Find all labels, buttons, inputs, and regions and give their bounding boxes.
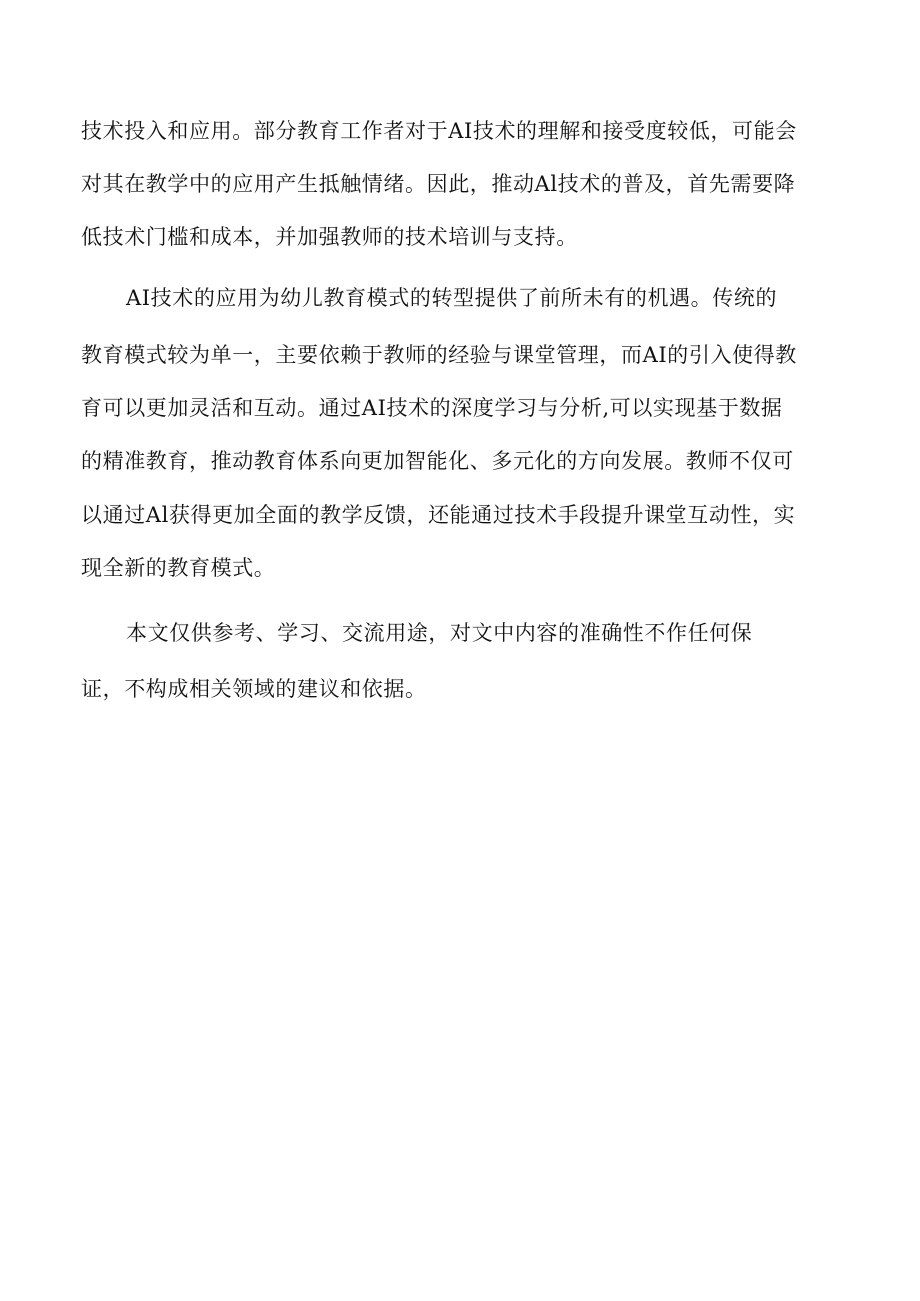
text-line: 对其在教学中的应用产生抵触情绪。因此，推动Al技术的普及，首先需要降 [81,172,796,196]
text-line: 育可以更加灵活和互动。通过AI技术的深度学习与分析,可以实现基于数据 [81,396,783,420]
text-line: 技术投入和应用。部分教育工作者对于AI技术的理解和接受度较低，可能会 [81,119,797,143]
text-line: 以通过Al获得更加全面的教学反馈，还能通过技术手段提升课堂互动性，实 [81,503,796,527]
text-line: 证，不构成相关领域的建议和依据。 [81,677,427,701]
text-line: AI技术的应用为幼儿教育模式的转型提供了前所未有的机遇。传统的 [126,286,778,310]
text-line: 现全新的教育模式。 [81,556,276,580]
text-line: 低技术门槛和成本，并加强教师的技术培训与支持。 [81,225,578,249]
text-line: 教育模式较为单一，主要依赖于教师的经验与课堂管理，而AI的引入使得教 [81,343,797,367]
text-line: 的精准教育，推动教育体系向更加智能化、多元化的方向发展。教师不仅可 [81,449,794,473]
text-line: 本文仅供参考、学习、交流用途，对文中内容的准确性不作任何保 [126,621,753,645]
